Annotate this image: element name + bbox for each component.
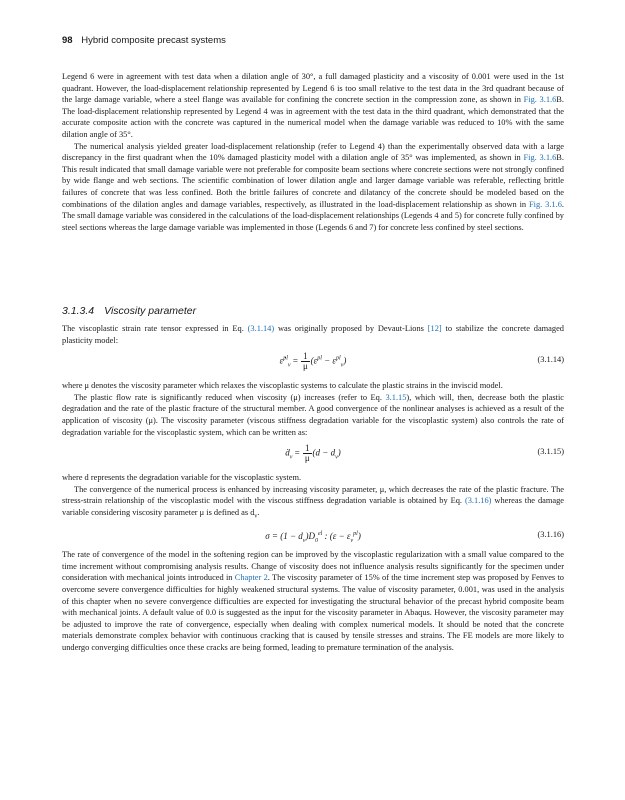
text: to stabilize the concrete damaged plasticity model: <box>62 324 564 345</box>
figure-link[interactable]: Fig. 3.1.6 <box>523 95 557 105</box>
paragraph <box>62 472 564 484</box>
equation-number: (3.1.14) <box>537 355 564 365</box>
paragraph <box>62 392 564 438</box>
text: B. The load-displacement relationship represented by Legend 4 was in agreement with the test data in the third quadrant, which demonstrated that the accurate composite action with the concrete was captured in the numerical model when the damage variable was reduced to 10% with the same dilation angle of 35°. <box>62 95 564 139</box>
text: The rate of convergence of the model in the softening region can be improved by the viscoplastic regularization with a small value compared to the time increment without compromising analysis results. Change of viscosity does not influence analysis results significantly for the specimen under consideration with mechanical joints introduced in <box>62 550 564 583</box>
equation-expression: $\sigma = (1 - d_v)D_0^{el}$ : $(\varepsilon - \varepsilon_v^{pl})$ <box>265 531 361 544</box>
text: The numerical analysis yielded greater load-displacement relationship (refer to Legend 4) than the experimentally observed data with a large discrepancy in the first quadrant when the 10% damaged plasticity model with a dilation angle of 35° was implemented, as shown in <box>62 141 564 163</box>
section-body-top <box>62 71 564 233</box>
equation-link[interactable]: 3.1.15 <box>385 392 407 402</box>
section-title: Viscosity parameter <box>104 305 197 317</box>
text: The viscoplastic strain rate tensor expressed in Eq. <box>62 324 248 333</box>
text: where d represents the degradation variable for the viscoplastic system. <box>62 473 302 483</box>
text: B. This result indicated that small damage variable were not preferable for composite beam sections where concrete sections were not strongly confined by wide flange and web sections. The scientific combination of lower dilation angle and larger damage variable was referable, reflecting brittle failures of concrete that was less confined. Both the brittle failures of concrete and dilatancy of the concrete should be modeled based on the combinations of the dilation angles and damage variables, respectively, as illustrated in the load-displacement relationship as shown in <box>62 153 564 209</box>
text: . <box>257 507 260 517</box>
paragraph <box>62 549 564 653</box>
equation-link[interactable]: (3.1.16) <box>464 496 492 506</box>
figure-link[interactable]: Fig. 3.1.6 <box>529 199 562 209</box>
text: The plastic flow rate is significantly reduced when viscosity (μ) increases (refer to Eq. <box>74 392 386 402</box>
section-number: 3.1.3.4 <box>62 305 95 317</box>
text: was originally proposed by Devaut-Lions <box>274 324 428 333</box>
figure-link[interactable]: Fig. 3.1.6 <box>523 153 557 163</box>
equation-number: (3.1.16) <box>537 530 564 540</box>
text: whereas the damage variable considering viscosity parameter μ is defined as d <box>62 496 564 517</box>
text: ), which will, then, decrease both the plastic degradation and the rate of the plastic fracture of the structural member. A good convergence of the nonlinear analyses is achieved as a result of the application of viscosity (μ). The viscosity parameter (viscous stiffness degradation variable for the viscoplastic system) also controls the rate of degradation variable for the viscoplastic system, which can be written as: <box>62 392 564 437</box>
paragraph <box>62 71 564 141</box>
paragraph <box>62 141 564 234</box>
paragraph <box>62 484 564 523</box>
equation-link[interactable]: (3.1.14) <box>247 324 275 333</box>
subscript: v <box>254 513 258 520</box>
running-title: Hybrid composite precast systems <box>81 35 226 46</box>
paragraph <box>62 323 564 346</box>
text: . The small damage variable was considered in the calculations of the load-displacement relationships (Legends 4 and 5) for concrete fully confined by steel sections whereas the large damage variable was implemented in those (Legends 6 and 7) for concrete less confined by steel sections. <box>62 199 564 232</box>
text: The convergence of the numerical process is enhanced by increasing viscosity parameter, μ, which decreases the rate of the plastic fracture. The stress-strain relationship of the viscoplastic model with the viscous stiffness degradation variable is obtained by Eq. <box>62 484 564 506</box>
running-header <box>62 35 226 46</box>
citation-link[interactable]: [12] <box>427 324 442 333</box>
section-heading <box>62 305 196 317</box>
text: Legend 6 were in agreement with test data when a dilation angle of 30°, a full damaged plasticity and a viscosity of 0.001 were used in the 1st quadrant. However, the load-displacement relationship represented by Legend 6 is too small relative to the test data in the 3rd quadrant because of the large damage variable, where a steel flange was available for confining the concrete section in the compression zone, as shown in <box>62 72 564 105</box>
equation-expression: ḋ$_v$ = $\frac{1}{\mu}$ $(d - d_v)$ <box>285 443 341 464</box>
equation-3-1-16 <box>62 523 564 549</box>
text: . The viscosity parameter of 15% of the time increment step was proposed by Fenves to overcome severe convergence difficulties for highly weakened structural systems. The value of viscosity parameter, 0.001, was used in the analysis of this chapter when no severe convergence difficulties are expected for investigating the structural behavior of the precast hybrid composite beam with mechanical joints. A default value of 0.0 is suggested as the input for the viscosity parameter in Abaqus. However, the viscosity parameter may be adjusted to improve the rate of convergence, especially when dealing with complex numerical models. It should be noted that the concrete materials demonstrate complex behavior with continuous cracking that is caused by tensile stresses and strains. The FE models are more likely to undergo converging difficulties once these cracks are being formed, leading to premature termination of the analysis. <box>62 573 564 652</box>
equation-3-1-14 <box>62 346 564 380</box>
paragraph <box>62 380 564 392</box>
text: where μ denotes the viscosity parameter which relaxes the viscoplastic systems to calculate the plastic strains in the inviscid model. <box>62 381 503 391</box>
page-number: 98 <box>62 35 73 46</box>
equation-number: (3.1.15) <box>537 447 564 457</box>
equation-3-1-15 <box>62 438 564 472</box>
equation-expression: ε̇$^{pl}_v$ = $\frac{1}{\mu}$ $(\varepsilon^{pl} - \varepsilon^{pl}_v)$ <box>279 351 347 372</box>
section-body-viscosity <box>62 323 564 654</box>
chapter-link[interactable]: Chapter 2 <box>234 573 268 583</box>
